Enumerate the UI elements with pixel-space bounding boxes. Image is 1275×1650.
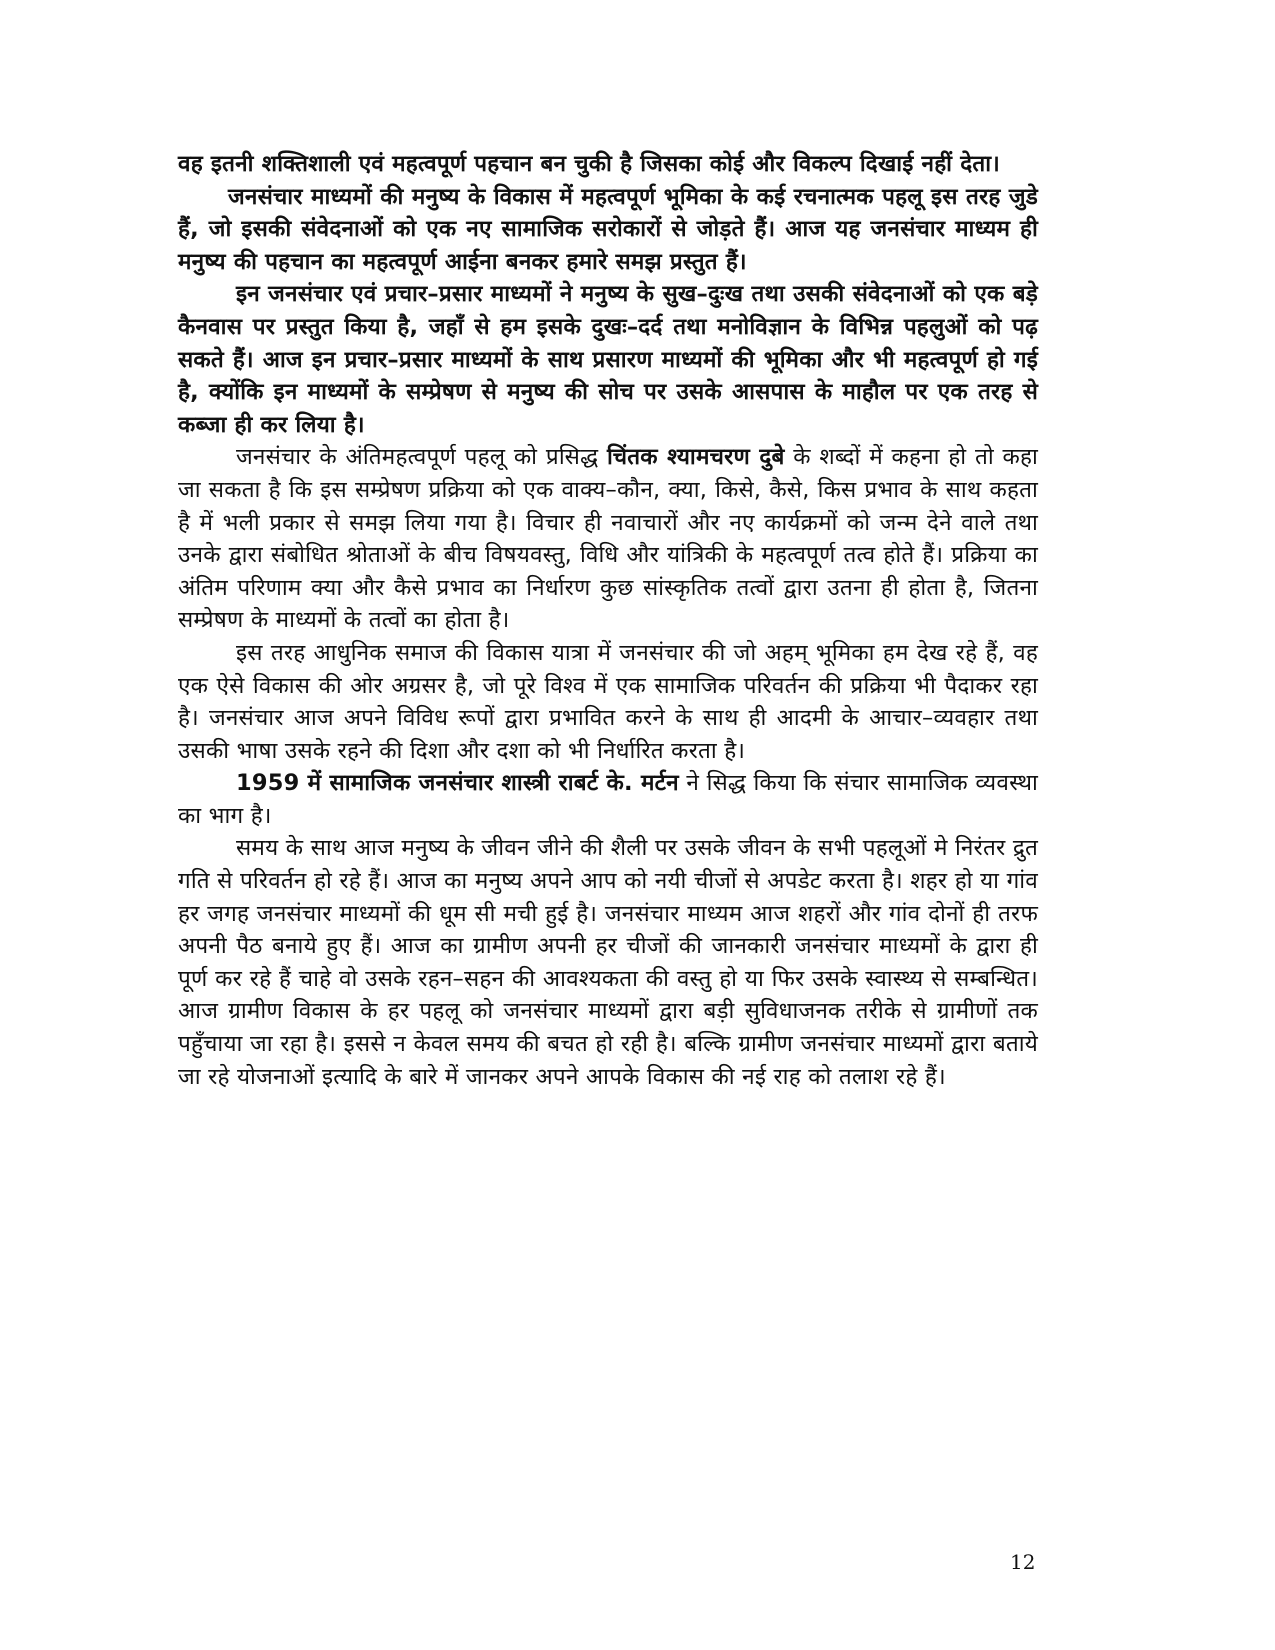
paragraph-5: इस तरह आधुनिक समाज की विकास यात्रा में जनसंचार की जो अहम् भूमिका हम देख रहे हैं, वह एक ऐसे विकास की ओर अग्रसर है, जो पूरे विश्व में एक सामाजिक परिवर्तन की प्रक्रिया भी पैदाकर रहा है। जनसंचार आज अपने विविध रूपों द्वारा प्रभावित करने के साथ ही आदमी के आचार–व्यवहार तथा उसकी भाषा उसके रहने की दिशा और दशा को भी निर्धारित करता है। xyxy=(178,639,1038,764)
paragraph-6-emphasis: 1959 में सामाजिक जनसंचार शास्त्री राबर्ट के. मर्टन xyxy=(236,770,679,797)
paragraph-4-emphasis: चिंतक श्यामचरण दुबे xyxy=(606,444,785,471)
paragraph-6 xyxy=(178,767,1038,832)
paragraph-4-text-b: के शब्दों में कहना हो तो कहा जा सकता है कि इस सम्प्रेषण प्रक्रिया को एक वाक्य–कौन, क्या, किसे, कैसे, किस प्रभाव के साथ कहता है में भली प्रकार से समझ लिया गया है। विचार ही नवाचारों और नए कार्यक्रमों को जन्म देने वाले तथा उनके द्वारा संबोधित श्रोताओं के बीच विषयवस्तु, विधि और यांत्रिकी के महत्वपूर्ण तत्व होते हैं। प्रक्रिया का अंतिम परिणाम क्या और कैसे प्रभाव का निर्धारण कुछ सांस्कृतिक तत्वों द्वारा उतना ही होता है, जितना सम्प्रेषण के माध्यमों के तत्वों का होता है। xyxy=(178,444,1038,634)
paragraph-7: समय के साथ आज मनुष्य के जीवन जीने की शैली पर उसके जीवन के सभी पहलूओं मे निरंतर द्रुत गति से परिवर्तन हो रहे हैं। आज का मनुष्य अपने आप को नयी चीजों से अपडेट करता है। शहर हो या गांव हर जगह जनसंचार माध्यमों की धूम सी मची हुई है। जनसंचार माध्यम आज शहरों और गांव दोनों ही तरफ अपनी पैठ बनाये हुए हैं। आज का ग्रामीण अपनी हर चीजों की जानकारी जनसंचार माध्यमों के द्वारा ही पूर्ण कर रहे हैं चाहे वो उसके रहन–सहन की आवश्यकता की वस्तु हो या फिर उसके स्वास्थ्य से सम्बन्धित। आज ग्रामीण विकास के हर पहलू को जनसंचार माध्यमों द्वारा बड़ी सुविधाजनक तरीके से ग्रामीणों तक पहुँचाया जा रहा है। इससे न केवल समय की बचत हो रही है। बल्कि ग्रामीण जनसंचार माध्यमों द्वारा बताये जा रहे योजनाओं इत्यादि के बारे में जानकर अपने आपके विकास की नई राह को तलाश रहे हैं। xyxy=(178,835,1038,1090)
page-number: 12 xyxy=(1010,1550,1036,1574)
paragraph-4 xyxy=(178,441,1038,637)
document-body xyxy=(178,148,1038,1093)
paragraph-4-text-a: जनसंचार के अंतिमहत्वपूर्ण पहलू को प्रसिद्ध xyxy=(236,444,607,471)
paragraph-6-text: ने सिद्ध किया कि संचार सामाजिक व्यवस्था का भाग है। xyxy=(178,770,1038,829)
paragraph-2: जनसंचार माध्यमों की मनुष्य के विकास में महत्वपूर्ण भूमिका के कई रचनात्मक पहलू इस तरह जुडे हैं, जो इसकी संवेदनाओं को एक नए सामाजिक सरोकारों से जोड़ते हैं। आज यह जनसंचार माध्यम ही मनुष्य की पहचान का महत्वपूर्ण आईना बनकर हमारे समझ प्रस्तुत हैं। xyxy=(178,183,1038,275)
paragraph-1: वह इतनी शक्तिशाली एवं महत्वपूर्ण पहचान बन चुकी है जिसका कोई और विकल्प दिखाई नहीं देता। xyxy=(178,151,1000,177)
paragraph-3: इन जनसंचार एवं प्रचार–प्रसार माध्यमों ने मनुष्य के सुख–दुःख तथा उसकी संवेदनाओं को एक बड़े कैनवास पर प्रस्तुत किया है, जहाँ से हम इसके दुखः–दर्द तथा मनोविज्ञान के विभिन्न पहलुओं को पढ़ सकते हैं। आज इन प्रचार–प्रसार माध्यमों के साथ प्रसारण माध्यमों की भूमिका और भी महत्वपूर्ण हो गई है, क्योंकि इन माध्यमों के सम्प्रेषण से मनुष्य की सोच पर उसके आसपास के माहौल पर एक तरह से कब्जा ही कर लिया है। xyxy=(178,281,1038,438)
